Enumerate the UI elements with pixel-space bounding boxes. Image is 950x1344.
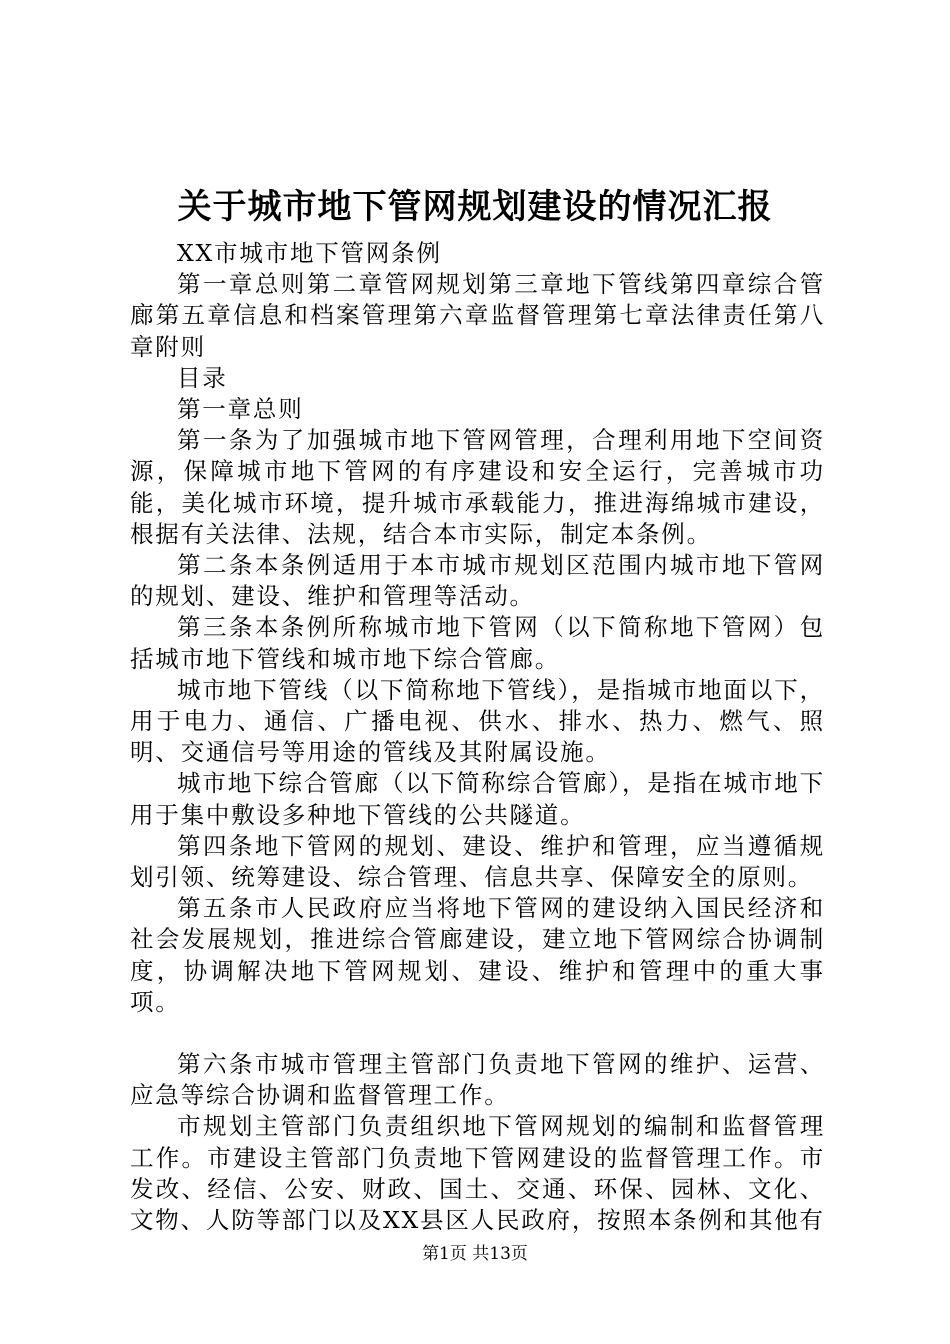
- document-body: [130, 238, 825, 1236]
- paragraph-department-duties: 市规划主管部门负责组织地下管网规划的编制和监督管理工作。市建设主管部门负责地下管网建设的监督管理工作。市发改、经信、公安、财政、国土、交通、环保、园林、文化、文物、人防等部门以及XX县区人民政府，按照本条例和其他有: [130, 1112, 825, 1235]
- paragraph-contents-heading: 目录: [177, 363, 228, 392]
- document-title: 关于城市地下管网规划建设的情况汇报: [177, 187, 773, 227]
- paragraph-utility-tunnel-definition: 城市地下综合管廊（以下简称综合管廊），是指在城市地下用于集中敷设多种地下管线的公共隧道。: [130, 769, 825, 829]
- paragraph-chapter-one-heading: 第一章总则: [177, 395, 304, 424]
- paragraph-article-3: 第三条本条例所称城市地下管网（以下简称地下管网）包括城市地下管线和城市地下综合管廊。: [130, 613, 825, 673]
- paragraph-regulation-name: XX市城市地下管网条例: [177, 239, 442, 267]
- paragraph-article-6: 第六条市城市管理主管部门负责地下管网的维护、运营、应急等综合协调和监督管理工作。: [130, 1050, 825, 1110]
- paragraph-article-2: 第二条本条例适用于本市城市规划区范围内城市地下管网的规划、建设、维护和管理等活动。: [130, 551, 825, 611]
- paragraph-chapter-list: 第一章总则第二章管网规划第三章地下管线第四章综合管廊第五章信息和档案管理第六章监督管理第七章法律责任第八章附则: [130, 270, 825, 361]
- page-footer: 第1页 共13页: [422, 1244, 528, 1264]
- paragraph-pipeline-definition: 城市地下管线（以下简称地下管线），是指城市地面以下，用于电力、通信、广播电视、供水、排水、热力、燃气、照明、交通信号等用途的管线及其附属设施。: [130, 675, 825, 767]
- paragraph-article-1: 第一条为了加强城市地下管网管理，合理利用地下空间资源，保障城市地下管网的有序建设和安全运行，完善城市功能，美化城市环境，提升城市承载能力，推进海绵城市建设，根据有关法律、法规，结合本市实际，制定本条例。: [130, 426, 825, 548]
- paragraph-article-5: 第五条市人民政府应当将地下管网的建设纳入国民经济和社会发展规划，推进综合管廊建设，建立地下管网综合协调制度，协调解决地下管网规划、建设、维护和管理中的重大事项。: [130, 894, 825, 1016]
- paragraph-article-4: 第四条地下管网的规划、建设、维护和管理，应当遵循规划引领、统筹建设、综合管理、信息共享、保障安全的原则。: [130, 831, 825, 892]
